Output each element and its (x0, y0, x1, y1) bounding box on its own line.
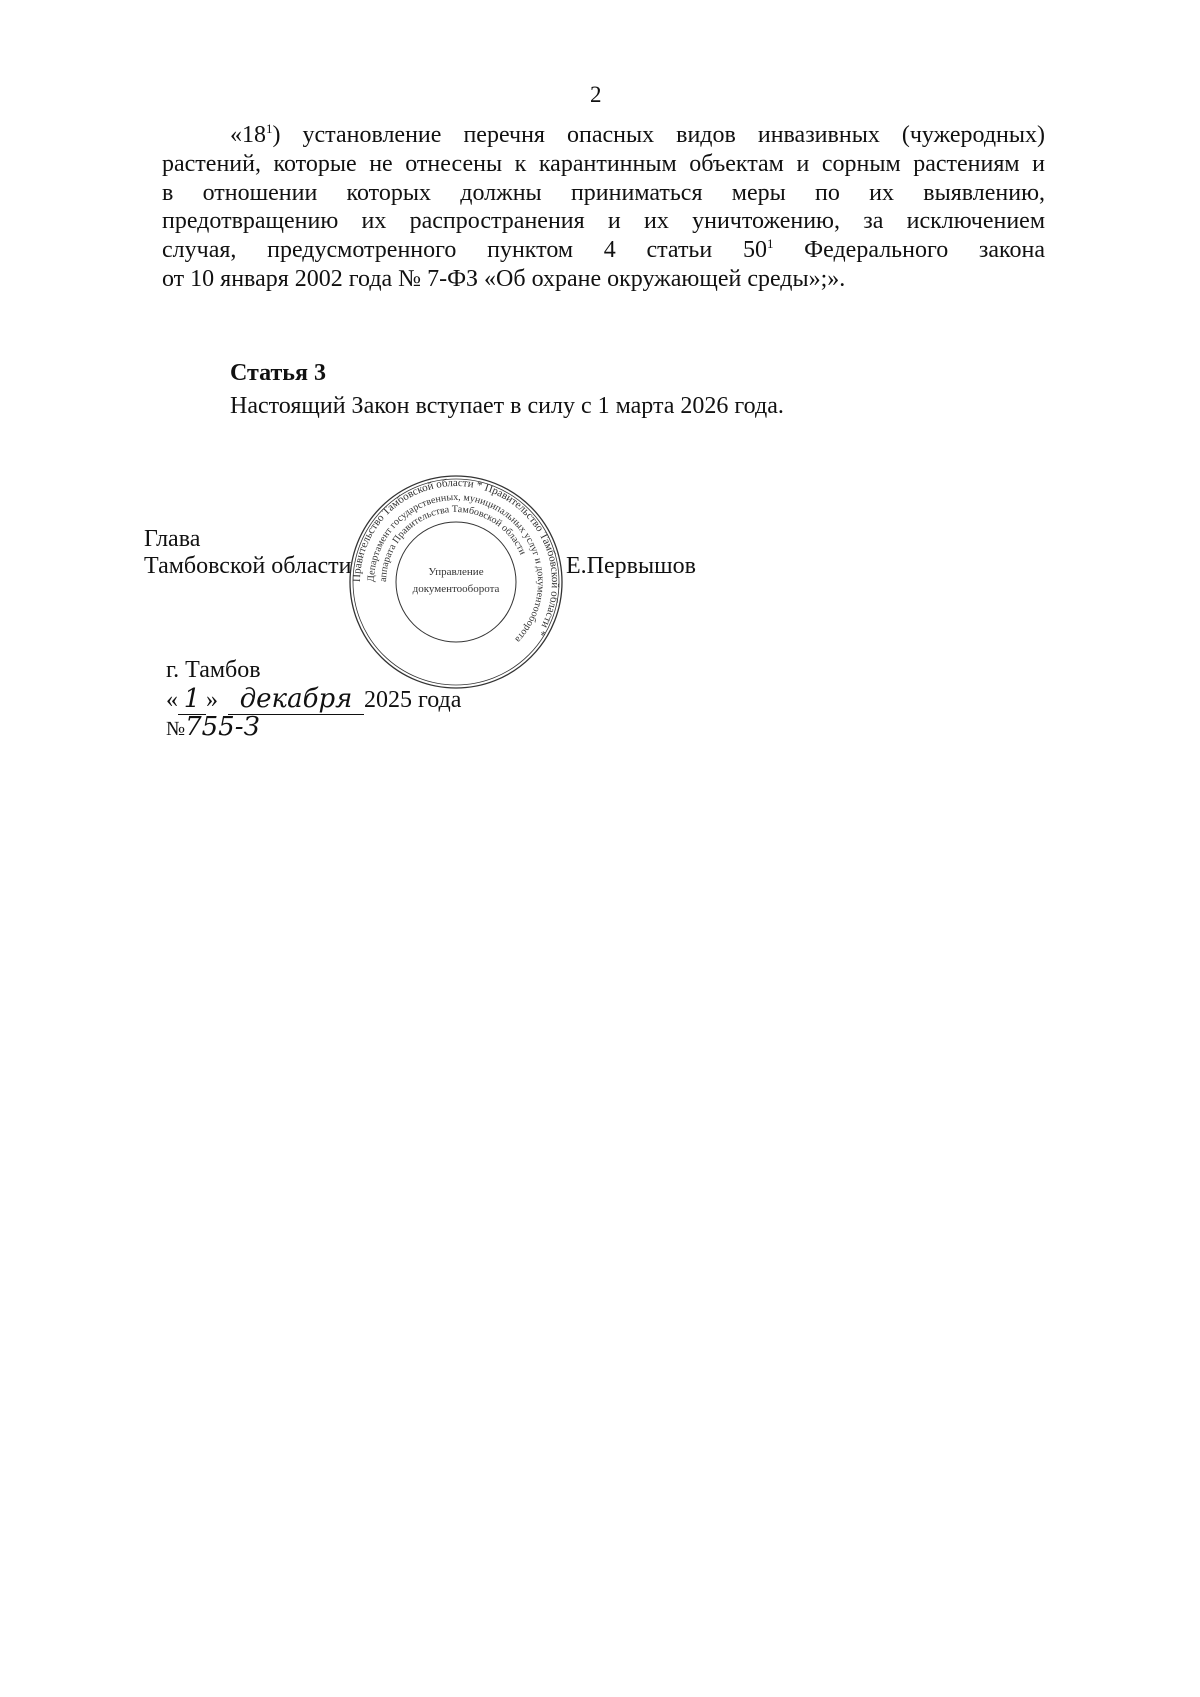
svg-text:Правительство Тамбовской облас: Правительство Тамбовской области * Правительство Тамбовской области * (350, 476, 562, 638)
paragraph-line: от 10 января 2002 года № 7-ФЗ «Об охране окружающей среды»;». (162, 266, 846, 292)
svg-text:аппарата Правительства Тамбовс: аппарата Правительства Тамбовской области (377, 503, 529, 583)
place: г. Тамбов (166, 657, 261, 683)
paragraph-line: в отношении которых должны приниматься меры по их выявлению, (162, 180, 1045, 206)
stamp-center-2: документооборота (412, 583, 500, 595)
law-number: №755-З (166, 712, 260, 742)
paragraph-line: растений, которые не отнесены к карантинным объектам и сорным растениям и (162, 151, 1045, 177)
date-day: 1 (178, 684, 206, 715)
svg-text:Департамент государственных, м: Департамент государственных, муниципальных услуг и документооборота (365, 491, 547, 645)
article-heading: Статья 3 (230, 360, 326, 386)
law-number-value: 755-З (185, 712, 260, 742)
official-stamp (348, 474, 564, 695)
stamp-center-1: Управление (428, 566, 484, 578)
signature-title-2: Тамбовской области (144, 553, 352, 579)
paragraph-line: случая, предусмотренного пунктом 4 статьи $50^1$ Федерального закона (162, 236, 1045, 263)
page-number: 2 (590, 82, 602, 107)
date-month: декабря (228, 684, 364, 715)
article-text: Настоящий Закон вступает в силу с 1 марта 2026 года. (230, 393, 784, 419)
paragraph-line: «$18^1$) установление перечня опасных видов инвазивных (чужеродных) (230, 121, 1045, 148)
signature-title-1: Глава (144, 526, 201, 552)
paragraph-line: предотвращению их распространения и их уничтожению, за исключением (162, 208, 1045, 234)
date: « 1 » декабря 2025 года (166, 684, 462, 714)
signature-name: Е.Первышов (566, 553, 696, 579)
